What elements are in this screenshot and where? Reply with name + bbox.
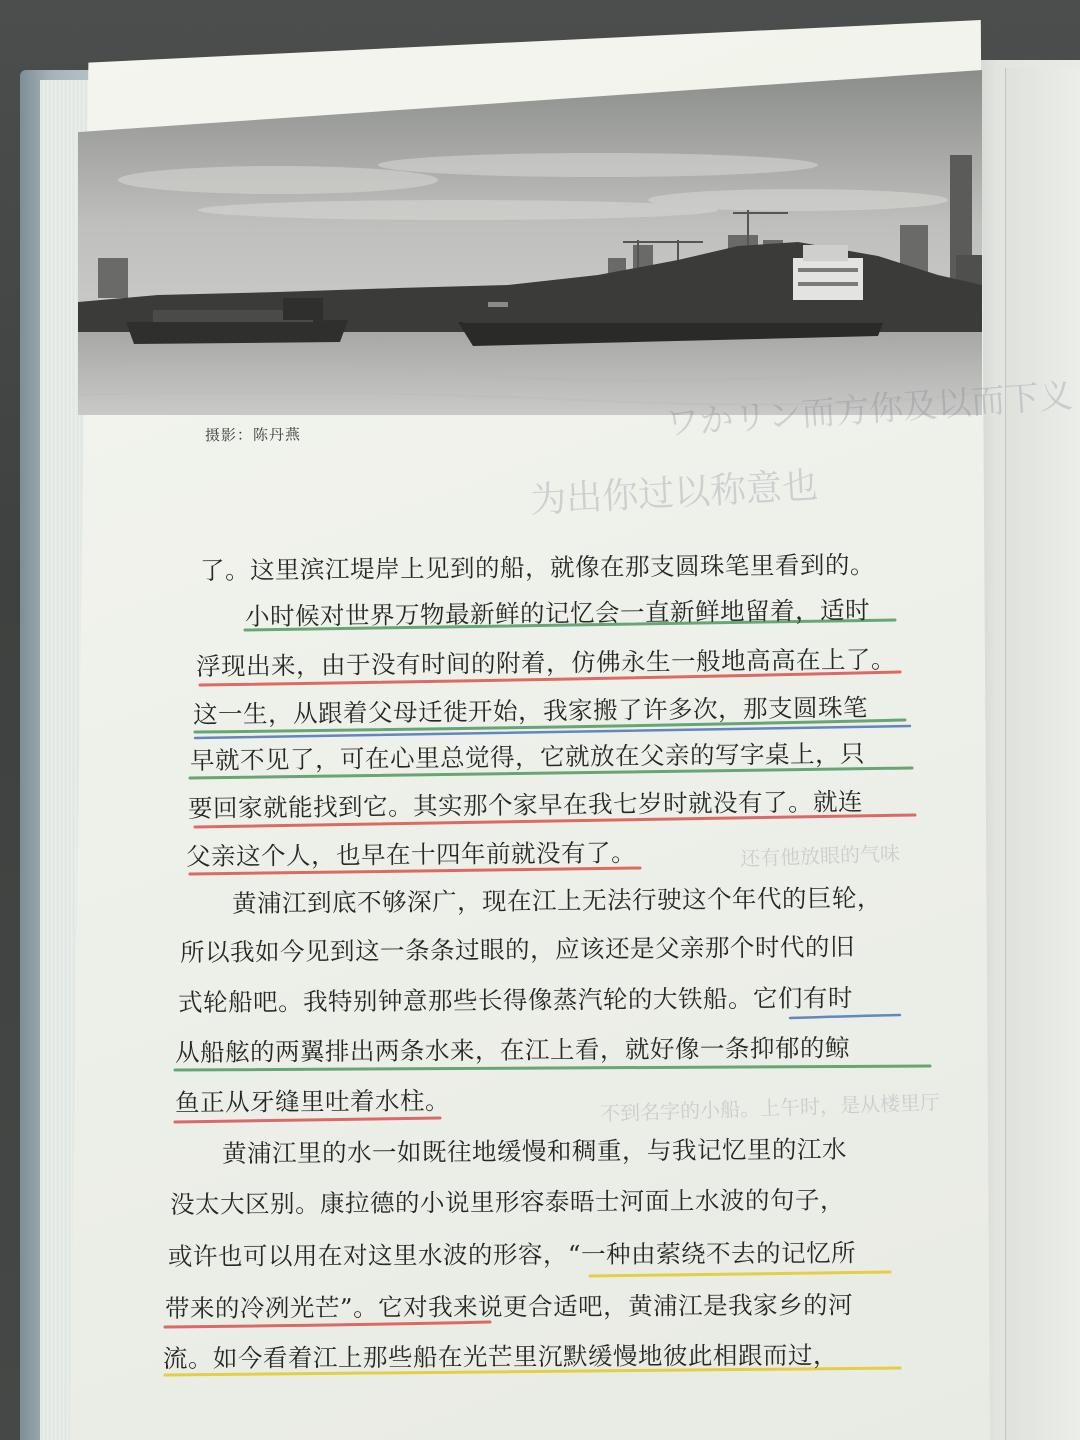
text-line: 了。这里滨江堤岸上见到的船，就像在那支圆珠笔里看到的。 — [199, 550, 876, 585]
text-line: 鱼正从牙缝里吐着水柱。 — [174, 1086, 451, 1117]
ghost-text-1: 还有他放眼的气味 — [739, 841, 901, 871]
text-line: 父亲这个人，也早在十四年前就没有了。 — [185, 838, 637, 871]
text-line: 要回家就能找到它。其实那个家早在我七岁时就没有了。就连 — [187, 786, 864, 823]
text-line: 从船舷的两翼排出两条水来，在江上看，就好像一条抑郁的鲸 — [174, 1033, 851, 1067]
text-line: 小时候对世界万物最新鲜的记忆会一直新鲜地留着，适时 — [244, 595, 871, 631]
text-line: 早就不见了，可在心里总觉得，它就放在父亲的写字桌上，只 — [189, 738, 866, 775]
text-line: 没太大区别。康拉德的小说里形容泰晤士河面上水波的句子， — [169, 1185, 846, 1219]
text-line: 黄浦江里的水一如既往地缓慢和稠重，与我记忆里的江水 — [221, 1134, 848, 1168]
text-line: 式轮船吧。我特别钟意那些长得像蒸汽轮的大铁船。它们有时 — [177, 983, 854, 1017]
photo-caption: 摄影：陈丹燕 — [204, 425, 302, 445]
ghost-handwriting-2: 为出你过以称意也 — [529, 465, 820, 522]
text-line: 或许也可以用在对这里水波的形容，“一种由萦绕不去的记忆所 — [167, 1238, 857, 1271]
ghost-handwriting-1: ワかリン而方你及以而下义 — [664, 375, 1075, 445]
text-line: 这一生，从跟着父母迁徙开始，我家搬了许多次，那支圆珠笔 — [192, 692, 869, 729]
text-line: 所以我如今见到这一条条过眼的，应该还是父亲那个时代的旧 — [179, 932, 856, 967]
text-line: 带来的冷冽光芒”。它对我来说更合适吧，黄浦江是我家乡的河 — [164, 1290, 854, 1323]
text-line: 流。如今看着江上那些船在光芒里沉默缓慢地彼此相跟而过， — [162, 1340, 839, 1373]
ghost-text-2: 不到名字的小船。上午时，是从楼里厅 — [599, 1090, 941, 1126]
text-line: 浮现出来，由于没有时间的附着，仿佛永生一般地高高在上了。 — [195, 644, 897, 681]
text-line: 黄浦江到底不够深广，现在江上无法行驶这个年代的巨轮， — [231, 883, 883, 918]
